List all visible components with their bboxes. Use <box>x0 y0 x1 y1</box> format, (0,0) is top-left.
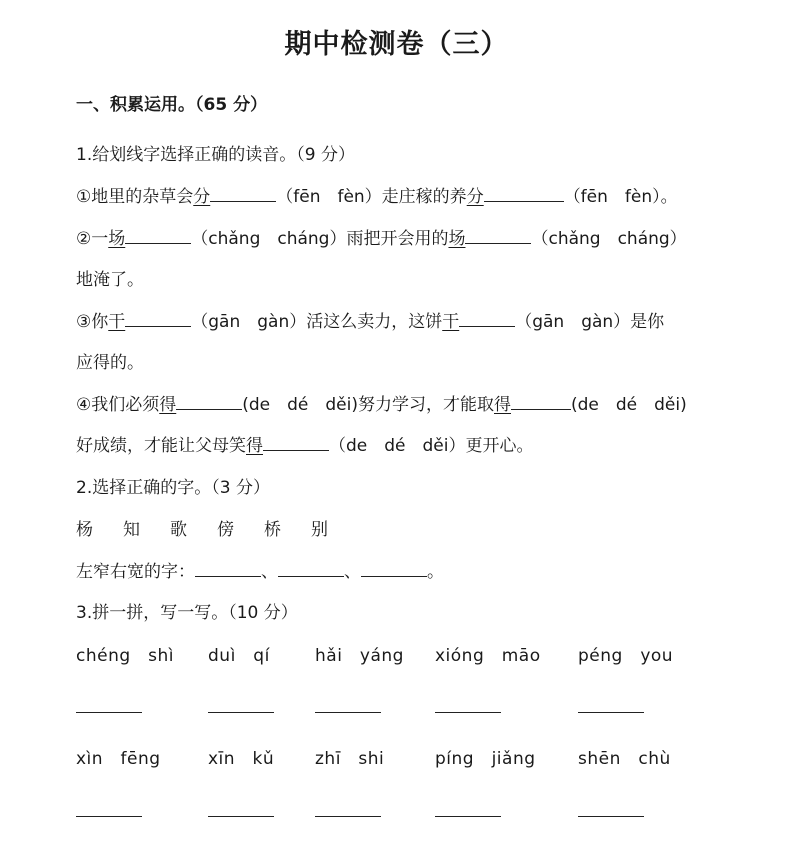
answer-blank[interactable] <box>315 816 381 817</box>
answer-blank[interactable] <box>484 183 564 202</box>
pinyin-item: hǎi yáng <box>315 646 404 666</box>
pinyin-item: péng you <box>578 646 674 666</box>
answer-blank[interactable] <box>195 558 261 577</box>
answer-blank[interactable] <box>465 225 531 244</box>
q1-item-4-cont: 好成绩，才能让父母笑得 （de dé děi）更开心。 <box>76 431 533 456</box>
pinyin-item: xióng māo <box>435 646 541 666</box>
section-heading: 一、积累运用。（65 分） <box>76 95 268 115</box>
answer-blank[interactable] <box>76 712 142 713</box>
pinyin-item: zhī shi <box>315 749 385 769</box>
answer-blank[interactable] <box>210 183 276 202</box>
answer-blank[interactable] <box>278 558 344 577</box>
answer-blank[interactable] <box>208 712 274 713</box>
answer-blank[interactable] <box>263 432 329 451</box>
pinyin-item: xīn kǔ <box>208 749 275 769</box>
answer-blank[interactable] <box>76 816 142 817</box>
page-title: 期中检测卷（三） <box>284 29 509 60</box>
answer-blank[interactable] <box>578 816 644 817</box>
pinyin-item: shēn chù <box>578 749 671 769</box>
q1-item-2: ②一场 （chǎng cháng）雨把开会用的场 （chǎng cháng） <box>76 224 687 249</box>
q1-item-3-cont: 应得的。 <box>76 353 144 373</box>
pinyin-item: duì qí <box>208 646 270 666</box>
answer-blank[interactable] <box>315 712 381 713</box>
pinyin-item: xìn fēng <box>76 749 161 769</box>
q1-item-3: ③你干 （gān gàn）活这么卖力，这饼干 （gān gàn）是你 <box>76 307 664 332</box>
pinyin-item: chéng shì <box>76 646 174 666</box>
question-3-header: 3.拼一拼，写一写。（10 分） <box>76 603 298 623</box>
pinyin-item: píng jiǎng <box>435 749 536 769</box>
answer-blank[interactable] <box>578 712 644 713</box>
q1-item-1: ①地里的杂草会分 （fēn fèn）走庄稼的养分 （fēn fèn）。 <box>76 182 678 207</box>
answer-blank[interactable] <box>361 558 427 577</box>
question-1-header: 1.给划线字选择正确的读音。（9 分） <box>76 145 355 165</box>
answer-blank[interactable] <box>125 308 191 327</box>
answer-blank[interactable] <box>435 712 501 713</box>
answer-blank[interactable] <box>435 816 501 817</box>
q1-item-2-cont: 地淹了。 <box>76 270 144 290</box>
q1-item-4: ④我们必须得 (de dé děi)努力学习，才能取得 (de dé děi) <box>76 390 687 415</box>
answer-blank[interactable] <box>176 391 242 410</box>
q2-answer-line: 左窄右宽的字： 、 、 。 <box>76 557 444 582</box>
q2-character-list: 杨 知 歌 傍 桥 别 <box>76 520 328 540</box>
answer-blank[interactable] <box>511 391 571 410</box>
question-2-header: 2.选择正确的字。（3 分） <box>76 478 270 498</box>
answer-blank[interactable] <box>459 308 515 327</box>
answer-blank[interactable] <box>125 225 191 244</box>
answer-blank[interactable] <box>208 816 274 817</box>
